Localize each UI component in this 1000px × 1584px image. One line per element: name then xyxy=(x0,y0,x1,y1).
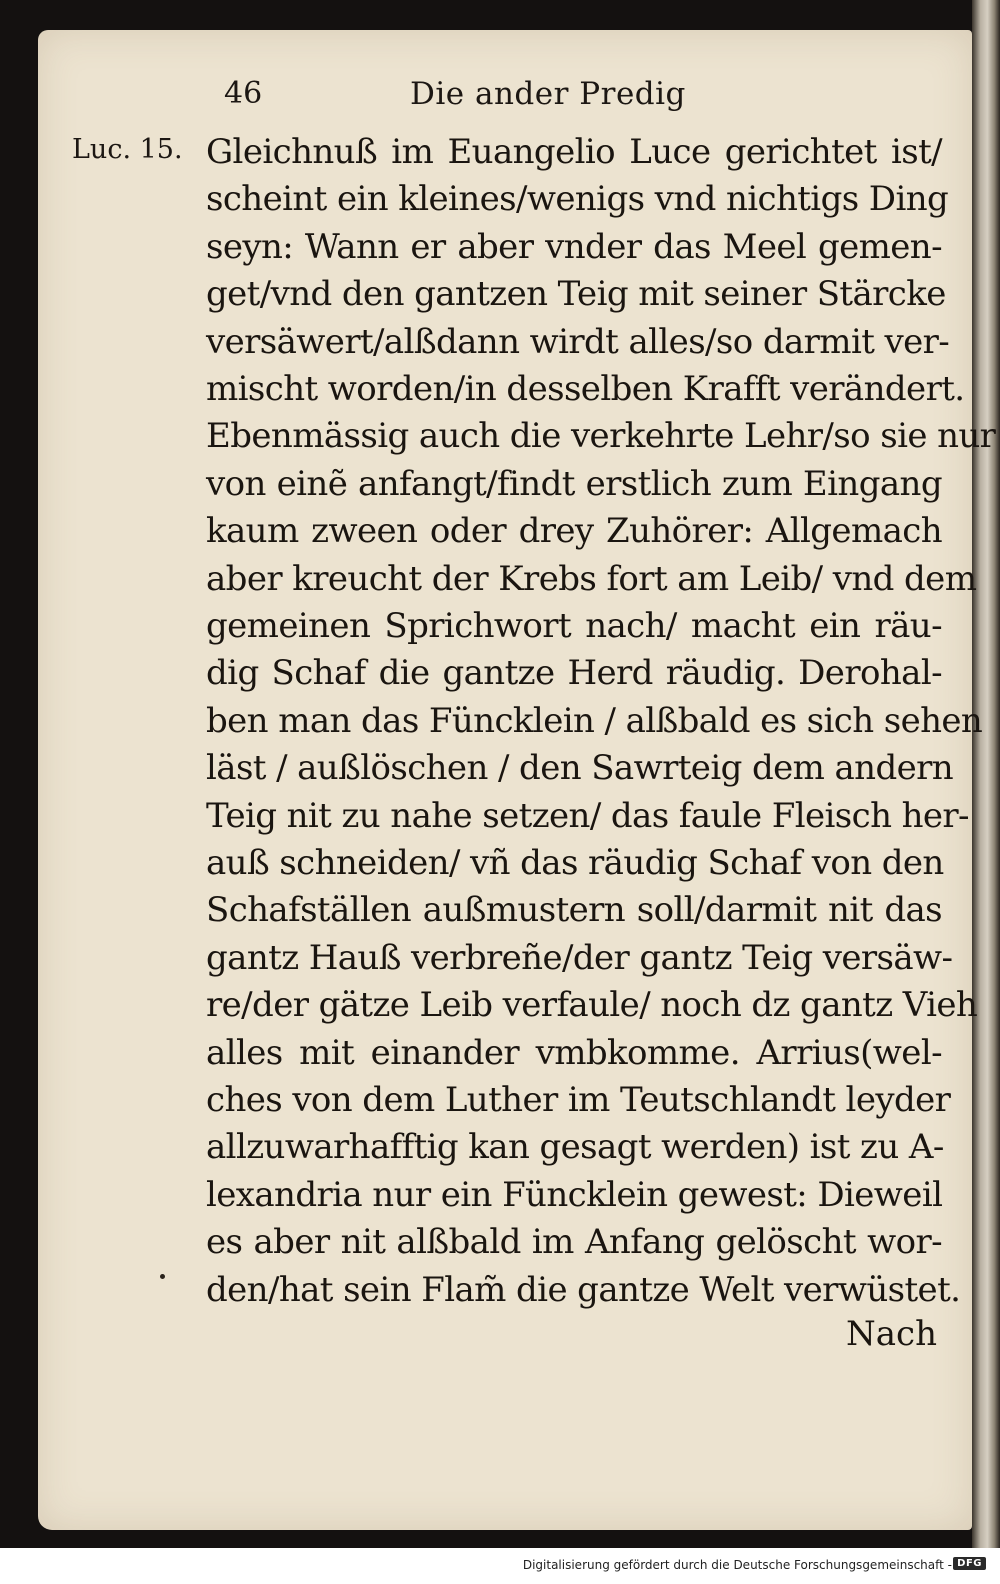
text-line: scheint ein kleines/wenigs vnd nichtigs Ding xyxy=(206,179,949,220)
text-line: alles mit einander vmbkomme. Arrius(wel- xyxy=(206,1032,942,1073)
text-line: gantz Hauß verbreñe/der gantz Teig versäw- xyxy=(206,937,953,978)
text-line: Gleichnuß im Euangelio Luce gerichtet ist/ xyxy=(206,132,942,172)
text-line: re/der gätze Leib verfaule/ noch dz gantz Vieh xyxy=(206,985,978,1026)
text-line: den/hat sein Flam̃ die gantze Welt verwüstet. xyxy=(206,1269,961,1310)
text-line: Teig nit zu nahe setzen/ das faule Fleisch her- xyxy=(206,795,969,836)
text-line: allzuwarhafftig kan gesagt werden) ist zu A- xyxy=(206,1127,944,1168)
text-line: versäwert/alßdann wirdt alles/so darmit ver- xyxy=(206,321,950,362)
text-line: ben man das Füncklein / alßbald es sich sehen xyxy=(206,700,983,741)
funding-credit: Digitalisierung gefördert durch die Deutsche Forschungsgemeinschaft - xyxy=(522,1558,952,1572)
text-line: Ebenmässig auch die verkehrte Lehr/so sie nur xyxy=(206,416,996,457)
text-line: aber kreucht der Krebs fort am Leib/ vnd dem xyxy=(206,558,977,599)
footer-bar xyxy=(0,1548,1000,1584)
text-line: seyn: Wann er aber vnder das Meel gemen- xyxy=(206,226,942,267)
dfg-logo: DFG xyxy=(953,1557,986,1570)
text-line: ches von dem Luther im Teutschlandt leyder xyxy=(206,1080,951,1120)
text-line: mischt worden/in desselben Krafft verändert. xyxy=(206,369,965,409)
text-line: auß schneiden/ vñ das räudig Schaf von den xyxy=(206,843,944,883)
text-line: dig Schaf die gantze Herd räudig. Derohal- xyxy=(206,653,942,694)
text-line: kaum zween oder drey Zuhörer: Allgemach xyxy=(206,511,942,552)
text-line: Schafställen außmustern soll/darmit nit das xyxy=(206,890,942,931)
running-title: Die ander Predig xyxy=(410,76,686,112)
text-line: es aber nit alßbald im Anfang gelöscht wor- xyxy=(206,1222,942,1263)
text-line: läst / außlöschen / den Sawrteig dem andern xyxy=(206,748,954,789)
margin-reference: Luc. 15. xyxy=(72,134,183,165)
page-number: 46 xyxy=(224,76,263,111)
text-line: lexandria nur ein Füncklein gewest: Dieweil xyxy=(206,1174,943,1215)
text-line: von einẽ anfangt/findt erstlich zum Eingang xyxy=(206,463,942,504)
text-line: gemeinen Sprichwort nach/ macht ein räu- xyxy=(206,606,942,646)
catchword: Nach xyxy=(846,1314,937,1354)
text-line: get/vnd den gantzen Teig mit seiner Stärcke xyxy=(206,274,946,315)
